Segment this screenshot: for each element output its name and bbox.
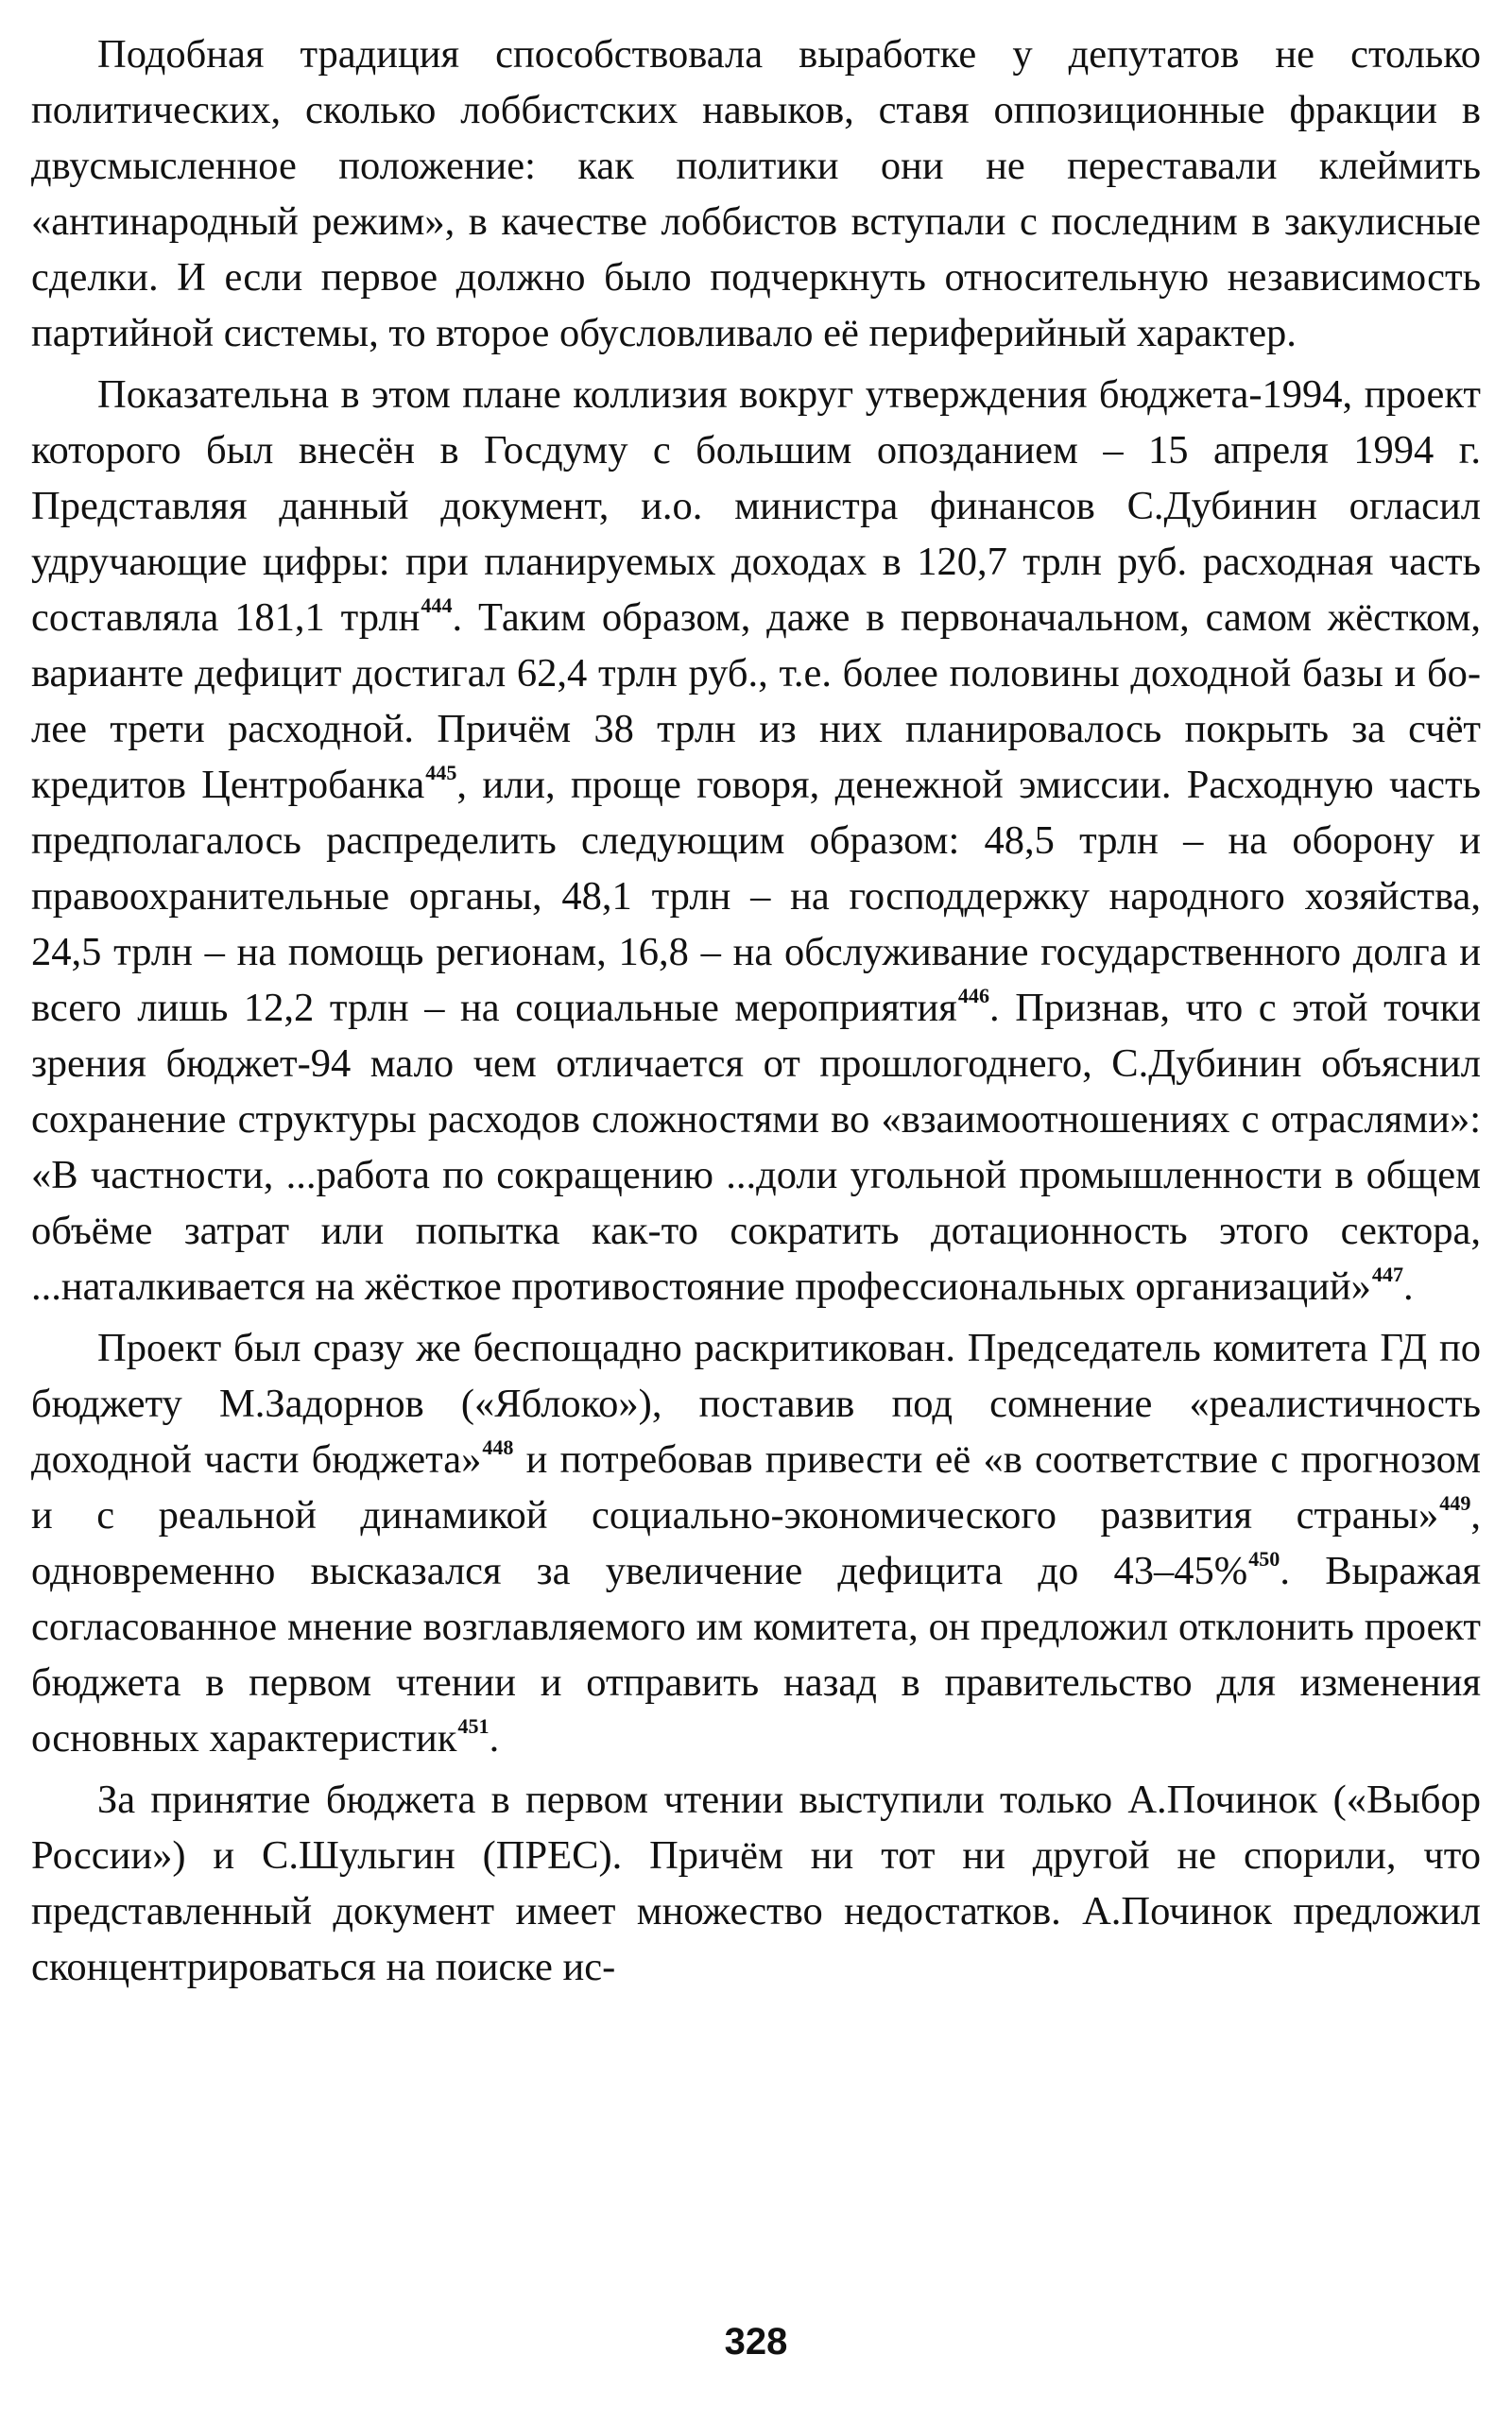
- footnote-ref[interactable]: 446: [957, 984, 989, 1008]
- paragraph-text: и потребовав привести её «в соответствие с прогнозом и с реальной динамикой социально-экономического развития страны»: [31, 1437, 1481, 1538]
- paragraph-text: Показательна в этом плане коллизия вокруг утверждения бюджета-1994, проект которого был внесён в Госдуму с большим опозданием – 15 апреля 1994 г. Представляя данный документ, и.о. министра финансов С.Дубинин огласил удручающие цифры: при планируемых доходах в 120,7 трлн руб. расходная часть составляла 181,1 трлн: [31, 372, 1481, 640]
- paragraph-text: . Таким образом, даже в первоначальном, самом жёстком, варианте дефицит достигал 62,4 трлн руб., т.е. более половины доходной базы и более трети расходной. Причём 38 трлн из них планировалось покрыть за счёт кредитов Центробанка: [31, 595, 1481, 807]
- footnote-ref[interactable]: 444: [421, 593, 453, 618]
- paragraph-text: , или, проще говоря, денежной эмиссии. Расходную часть предполагалось распределить следующим образом: 48,5 трлн – на оборону и правоохранительные органы, 48,1 трлн – на господдержку народного хозяйства, 24,5 трлн – на помощь регионам, 16,8 – на обслуживание государственного долга и всего лишь 12,2 трлн – на социальные мероприятия: [31, 763, 1481, 1030]
- footnote-ref[interactable]: 448: [482, 1435, 514, 1460]
- paragraph-text: . Признав, что с этой точки зрения бюджет-94 мало чем отличается от прошлогоднего, С.Дубинин объяснил сохранение структуры расходов сложностями во «взаимоотношениях с отраслями»: «В частности, ...работа по сокращению ...доли угольной промышленности в общем объёме затрат или попытка как-то сократить дотационность этого сектора, ...наталкивается на жёсткое противостояние профессиональных организаций»: [31, 986, 1482, 1309]
- paragraph: [31, 1772, 1481, 1995]
- footnote-ref[interactable]: 445: [425, 761, 457, 785]
- paragraph: [31, 367, 1481, 1315]
- footnote-ref[interactable]: 449: [1439, 1491, 1471, 1516]
- paragraph: [31, 1320, 1481, 1766]
- paragraph-text: .: [1402, 1264, 1414, 1309]
- text-body: [31, 26, 1481, 1995]
- paragraph-text: Подобная традиция способствовала выработке у депутатов не столько политических, сколько лоббистских навыков, ставя оппозиционные фракции в двусмысленное положение: как политики они не переставали клеймить «антинародный режим», в качестве лоббистов вступали с последним в закулисные сделки. И если первое должно было подчеркнуть относительную независимость партийной системы, то второе обусловливало её периферийный характер.: [31, 32, 1481, 355]
- paragraph-text: .: [489, 1716, 500, 1761]
- paragraph-text: . Выражая согласованное мнение возглавляемого им комитета, он предложил отклонить проект бюджета в первом чтении и отправить назад в правительство для изменения основных характеристик: [31, 1549, 1481, 1761]
- footnote-ref[interactable]: 447: [1371, 1263, 1403, 1287]
- paragraph-text: , одновременно высказался за увеличение дефицита до 43–45%: [31, 1493, 1481, 1593]
- paragraph: [31, 26, 1481, 361]
- book-page: [31, 26, 1481, 1995]
- paragraph-text: Проект был сразу же беспощадно раскритикован. Председатель комитета ГД по бюджету М.Задорнов («Яблоко»), поставив под сомнение «реалистичность доходной части бюджета»: [31, 1326, 1481, 1482]
- paragraph-text: За принятие бюджета в первом чтении выступили только А.Починок («Выбор России») и С.Шульгин (ПРЕС). Причём ни тот ни другой не спорили, что представленный документ имеет множество недостатков. А.Починок предложил сконцентрироваться на поиске ис-: [31, 1778, 1481, 1989]
- footnote-ref[interactable]: 451: [457, 1714, 490, 1739]
- footnote-ref[interactable]: 450: [1248, 1547, 1280, 1572]
- page-number: 328: [724, 2321, 788, 2363]
